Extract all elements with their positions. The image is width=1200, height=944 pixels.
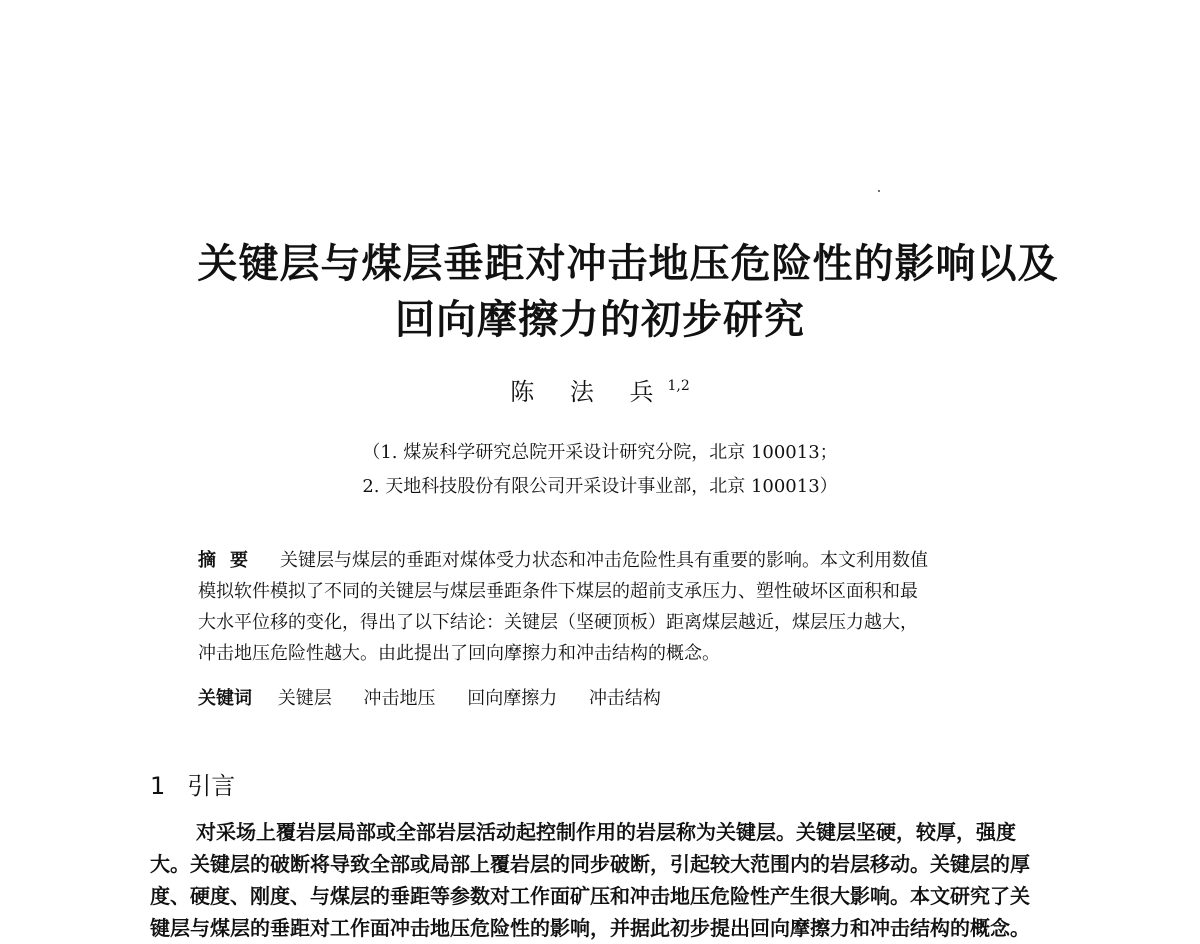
keywords: [198, 683, 1058, 714]
body-line-4: 键层与煤层的垂距对工作面冲击地压危险性的影响，并据此初步提出回向摩擦力和冲击结构的概念。: [150, 916, 1030, 940]
author-name: 陈 法 兵: [510, 378, 668, 406]
abstract-text: 关键层与煤层的垂距对煤体受力状态和冲击危险性具有重要的影响。本文利用数值: [280, 550, 928, 571]
affiliation-1: （1. 煤炭科学研究总院开采设计研究分院，北京 100013；: [362, 442, 838, 463]
paper-title-line-2: 回向摩擦力的初步研究: [395, 297, 805, 343]
section-heading: [150, 766, 235, 801]
paper-title-line-1: 关键层与煤层垂距对冲击地压危险性的影响以及: [197, 241, 1059, 287]
abstract-label: 摘要: [198, 550, 262, 571]
section-title: 引言: [187, 772, 236, 800]
body-line-1: 对采场上覆岩层局部或全部岩层活动起控制作用的岩层称为关键层。关键层坚硬，较厚，强度: [196, 820, 1016, 844]
body-line-3: 度、硬度、刚度、与煤层的垂距等参数对工作面矿压和冲击地压危险性产生很大影响。本文研究了关: [150, 884, 1030, 908]
body-line-2: 大。关键层的破断将导致全部或局部上覆岩层的同步破断，引起较大范围内的岩层移动。关键层的厚: [150, 852, 1030, 876]
scan-speck: [878, 190, 880, 192]
abstract: [198, 545, 1058, 669]
keyword: 关键层: [277, 688, 332, 709]
abstract-line-4: 冲击地压危险性越大。由此提出了回向摩擦力和冲击结构的概念。: [198, 643, 720, 664]
keyword: 冲击地压: [363, 688, 436, 709]
abstract-line-3: 大水平位移的变化，得出了以下结论：关键层（坚硬顶板）距离煤层越近，煤层压力越大，: [198, 612, 918, 633]
keywords-label: 关键词: [198, 688, 252, 709]
affiliation-2: 2. 天地科技股份有限公司开采设计事业部，北京 100013）: [362, 476, 838, 497]
abstract-line-2: 模拟软件模拟了不同的关键层与煤层垂距条件下煤层的超前支承压力、塑性破坏区面积和最: [198, 581, 918, 602]
body-paragraph: [150, 816, 1100, 944]
abstract-line-1: [198, 545, 1058, 576]
keyword: 回向摩擦力: [467, 688, 558, 709]
keyword: 冲击结构: [588, 688, 661, 709]
author: [0, 372, 1200, 407]
section-number: 1: [150, 772, 166, 800]
author-affiliation-marks: 1,2: [667, 378, 690, 394]
